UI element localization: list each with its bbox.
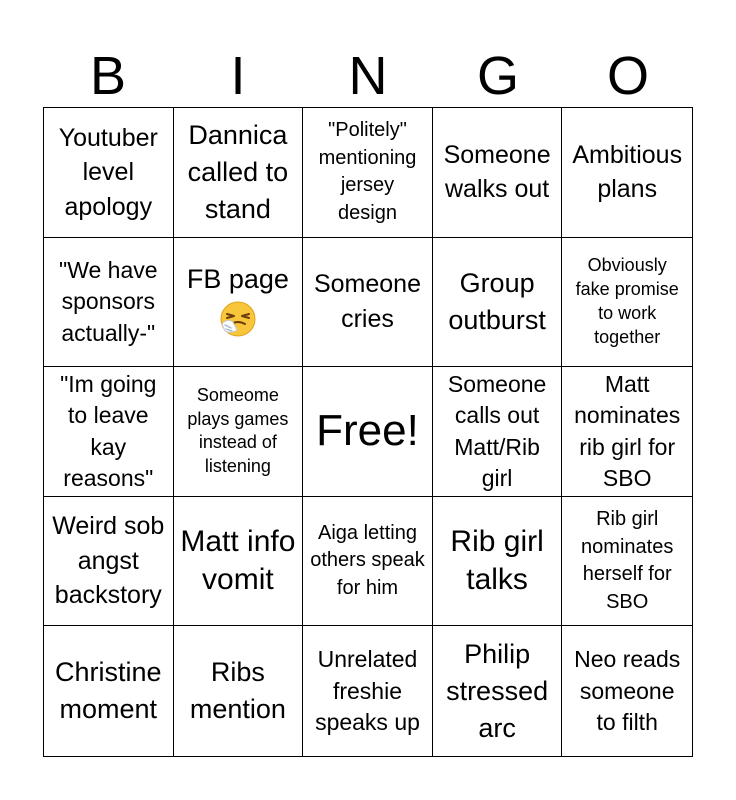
cell-text: Philip stressed arc bbox=[446, 639, 549, 743]
bingo-cell[interactable] bbox=[44, 238, 174, 368]
bingo-cell[interactable] bbox=[44, 626, 174, 756]
cell-text: Group outburst bbox=[448, 268, 546, 335]
bingo-cell[interactable] bbox=[562, 238, 692, 368]
cell-text: Someone walks out bbox=[443, 140, 551, 204]
cell-text: Weird sob angst backstory bbox=[52, 512, 165, 610]
bingo-cell[interactable] bbox=[174, 626, 304, 756]
cell-text: Rib girl talks bbox=[450, 524, 544, 597]
cell-text: Ribs mention bbox=[189, 657, 286, 725]
cell-text: Matt info vomit bbox=[180, 524, 296, 597]
bingo-cell[interactable] bbox=[433, 497, 563, 627]
cell-text: Aiga letting others speak for him bbox=[310, 521, 425, 599]
cell-text: Unrelated freshie speaks up bbox=[315, 646, 420, 735]
cell-text: Ambitious plans bbox=[572, 140, 683, 204]
bingo-cell[interactable] bbox=[303, 108, 433, 238]
bingo-cell[interactable] bbox=[562, 367, 692, 497]
header-letter-n: N bbox=[348, 46, 388, 106]
bingo-cell[interactable] bbox=[174, 367, 304, 497]
bingo-cell[interactable] bbox=[44, 108, 174, 238]
bingo-cell[interactable] bbox=[44, 497, 174, 627]
free-space-text: Free! bbox=[316, 406, 419, 456]
cell-text: Someone cries bbox=[313, 270, 421, 333]
cell-text: Someone calls out Matt/Rib girl bbox=[447, 370, 547, 491]
bingo-cell[interactable] bbox=[174, 108, 304, 238]
cell-text: Christine moment bbox=[55, 657, 162, 725]
header-letter-g: G bbox=[476, 46, 519, 106]
cell-text: Youtuber level apology bbox=[58, 123, 158, 221]
cell-text: Someome plays games instead of listening bbox=[187, 384, 289, 477]
cell-text: FB page bbox=[186, 264, 289, 295]
bingo-cell[interactable] bbox=[303, 497, 433, 627]
header-letter-i: I bbox=[230, 46, 246, 106]
bingo-cell[interactable] bbox=[433, 626, 563, 756]
cell-text: "We have sponsors actually-" bbox=[59, 256, 158, 346]
bingo-cell[interactable] bbox=[433, 108, 563, 238]
bingo-cell[interactable] bbox=[44, 367, 174, 497]
bingo-cell[interactable] bbox=[174, 238, 304, 368]
header-letter-o: O bbox=[606, 46, 649, 106]
free-space-cell[interactable] bbox=[303, 367, 433, 497]
bingo-cell[interactable] bbox=[562, 497, 692, 627]
bingo-board bbox=[43, 107, 693, 757]
cell-text: Dannica called to stand bbox=[187, 120, 289, 224]
cell-text: Neo reads someone to filth bbox=[574, 646, 681, 735]
bingo-cell[interactable] bbox=[174, 497, 304, 627]
cell-text: Obviously fake promise to work together bbox=[575, 255, 679, 347]
cell-text: "Politely" mentioning jersey design bbox=[318, 119, 417, 224]
header-letter-b: B bbox=[89, 46, 127, 106]
cell-text: Matt nominates rib girl for SBO bbox=[574, 370, 681, 491]
bingo-cell[interactable] bbox=[303, 238, 433, 368]
bingo-header bbox=[43, 44, 693, 108]
bingo-cell[interactable] bbox=[433, 238, 563, 368]
bingo-cell[interactable] bbox=[562, 108, 692, 238]
bingo-cell[interactable] bbox=[562, 626, 692, 756]
cell-text: Rib girl nominates herself for SBO bbox=[581, 507, 674, 613]
bingo-cell[interactable] bbox=[303, 626, 433, 756]
bingo-cell[interactable] bbox=[433, 367, 563, 497]
cell-text: "Im going to leave kay reasons" bbox=[60, 370, 157, 491]
sneezing-face-icon bbox=[219, 300, 257, 343]
